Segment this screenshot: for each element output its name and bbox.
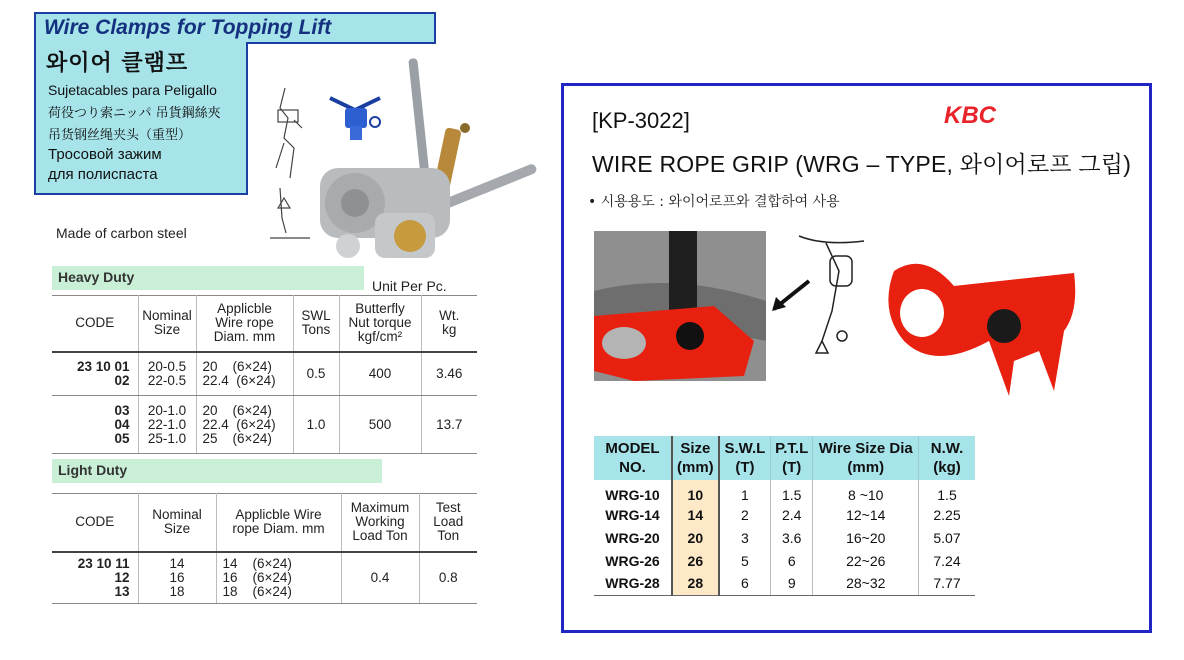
col-model: MODEL NO. bbox=[594, 436, 672, 480]
col-nominal-size: Nominal Size bbox=[138, 494, 216, 552]
col-net-weight: N.W. (kg) bbox=[919, 436, 975, 480]
grip-in-use-photo bbox=[594, 231, 766, 381]
row-codes: 03 04 05 bbox=[52, 396, 138, 454]
col-swl: SWL Tons bbox=[293, 296, 339, 352]
row-codes: 23 10 01 02 bbox=[52, 352, 138, 396]
cell-ptl: 9 bbox=[771, 572, 813, 595]
col-wire-size: Wire Size Dia (mm) bbox=[813, 436, 919, 480]
name-chinese: 吊货钢丝绳夹头（重型） bbox=[48, 128, 192, 143]
wrg-spec-table bbox=[594, 436, 975, 596]
row-swl: 0.5 bbox=[293, 352, 339, 396]
cell-model: WRG-28 bbox=[594, 572, 672, 595]
brand-logo: KBC bbox=[944, 102, 996, 129]
grip-diagram-icon bbox=[799, 236, 864, 353]
multilingual-names bbox=[34, 42, 248, 195]
row-weight: 3.46 bbox=[421, 352, 477, 396]
table-row bbox=[52, 352, 477, 396]
cell-wire-size: 28~32 bbox=[813, 572, 919, 595]
heavy-duty-heading: Heavy Duty bbox=[52, 266, 364, 290]
cell-swl: 3 bbox=[719, 526, 771, 549]
col-code: CODE bbox=[52, 296, 138, 352]
catalog-title-box bbox=[34, 12, 436, 44]
col-size: Size (mm) bbox=[672, 436, 719, 480]
col-max-load: Maximum Working Load Ton bbox=[341, 494, 419, 552]
table-header-row bbox=[52, 296, 477, 352]
row-sizes: 20-0.5 22-0.5 bbox=[138, 352, 196, 396]
table-row bbox=[594, 572, 975, 595]
cell-size: 28 bbox=[672, 572, 719, 595]
table-header-row bbox=[52, 494, 477, 552]
cell-size: 10 bbox=[672, 480, 719, 503]
cell-net-weight: 7.77 bbox=[919, 572, 975, 595]
cell-swl: 6 bbox=[719, 572, 771, 595]
col-test-load: Test Load Ton bbox=[419, 494, 477, 552]
table-row bbox=[594, 526, 975, 549]
cell-size: 14 bbox=[672, 503, 719, 526]
col-ptl: P.T.L (T) bbox=[771, 436, 813, 480]
cell-wire-size: 16~20 bbox=[813, 526, 919, 549]
cell-model: WRG-14 bbox=[605, 506, 660, 523]
wire-rope-grip-panel bbox=[561, 83, 1152, 633]
model-code: [KP-3022] bbox=[592, 108, 690, 133]
heavy-duty-table bbox=[52, 295, 477, 454]
cell-swl: 1 bbox=[719, 480, 771, 503]
cell-net-weight: 2.25 bbox=[919, 503, 975, 526]
grip-product-photo bbox=[888, 264, 1075, 396]
cell-size: 20 bbox=[672, 526, 719, 549]
cell-swl: 5 bbox=[719, 549, 771, 572]
table-row bbox=[52, 552, 477, 604]
light-duty-table bbox=[52, 493, 477, 604]
material-note: Made of carbon steel bbox=[56, 225, 187, 241]
name-russian-2: для полиспаста bbox=[48, 166, 158, 183]
table-row bbox=[594, 503, 975, 526]
wire-clamp-illustration bbox=[250, 48, 550, 268]
cell-net-weight: 1.5 bbox=[919, 480, 975, 503]
clamp-photo-icon bbox=[320, 58, 538, 258]
cell-net-weight: 5.07 bbox=[919, 526, 975, 549]
cell-model: WRG-10 bbox=[605, 486, 660, 503]
name-spanish: Sujetacables para Peligallo bbox=[48, 82, 217, 98]
col-swl: S.W.L (T) bbox=[719, 436, 771, 480]
row-max-load: 0.4 bbox=[341, 552, 419, 604]
row-torque: 500 bbox=[339, 396, 421, 454]
row-codes: 23 10 11 12 13 bbox=[52, 552, 138, 604]
wire-rope-grip-illustration bbox=[594, 231, 1094, 411]
col-wire-rope: Applicble Wire rope Diam. mm bbox=[196, 296, 293, 352]
cell-ptl: 2.4 bbox=[771, 503, 813, 526]
row-wire: 20 (6×24) 22.4 (6×24) 25 (6×24) bbox=[196, 396, 293, 454]
col-wire-rope: Applicble Wire rope Diam. mm bbox=[216, 494, 341, 552]
cell-model: WRG-20 bbox=[605, 529, 660, 546]
table-header-row bbox=[594, 436, 975, 480]
cell-ptl: 1.5 bbox=[771, 480, 813, 503]
cell-model: WRG-26 bbox=[605, 552, 660, 569]
table-row bbox=[594, 480, 975, 503]
name-korean: 와이어 클램프 bbox=[46, 51, 189, 76]
row-sizes: 14 16 18 bbox=[138, 552, 216, 604]
cell-wire-size: 8 ~10 bbox=[813, 480, 919, 503]
row-wire: 14 (6×24) 16 (6×24) 18 (6×24) bbox=[216, 552, 341, 604]
rigging-sketch-icon bbox=[270, 88, 310, 238]
row-torque: 400 bbox=[339, 352, 421, 396]
name-japanese: 荷役つり索ニッパ 吊貨鋼絲夾 bbox=[48, 106, 221, 121]
row-weight: 13.7 bbox=[421, 396, 477, 454]
row-wire: 20 (6×24) 22.4 (6×24) bbox=[196, 352, 293, 396]
col-code: CODE bbox=[52, 494, 138, 552]
row-test-load: 0.8 bbox=[419, 552, 477, 604]
table-row bbox=[594, 549, 975, 572]
cell-ptl: 3.6 bbox=[771, 526, 813, 549]
name-russian-1: Тросовой зажим bbox=[48, 146, 162, 163]
light-duty-heading: Light Duty bbox=[52, 459, 382, 483]
row-sizes: 20-1.0 22-1.0 25-1.0 bbox=[138, 396, 196, 454]
col-weight: Wt. kg bbox=[421, 296, 477, 352]
cell-wire-size: 22~26 bbox=[813, 549, 919, 572]
row-swl: 1.0 bbox=[293, 396, 339, 454]
col-torque: Butterfly Nut torque kgf/cm² bbox=[339, 296, 421, 352]
product-title: WIRE ROPE GRIP (WRG – TYPE, 와이어로프 그립) bbox=[592, 151, 1132, 177]
usage-note: • 시용용도 : 와이어로프와 결합하여 사용 bbox=[588, 194, 840, 210]
catalog-title: Wire Clamps for Topping Lift bbox=[44, 16, 332, 39]
cell-size: 26 bbox=[672, 549, 719, 572]
cell-net-weight: 7.24 bbox=[919, 549, 975, 572]
cell-swl: 2 bbox=[719, 503, 771, 526]
cell-wire-size: 12~14 bbox=[813, 503, 919, 526]
clamp-small-icon bbox=[330, 98, 380, 140]
table-row bbox=[52, 396, 477, 454]
col-nominal-size: Nominal Size bbox=[138, 296, 196, 352]
cell-ptl: 6 bbox=[771, 549, 813, 572]
unit-note: Unit Per Pc. bbox=[372, 278, 447, 294]
